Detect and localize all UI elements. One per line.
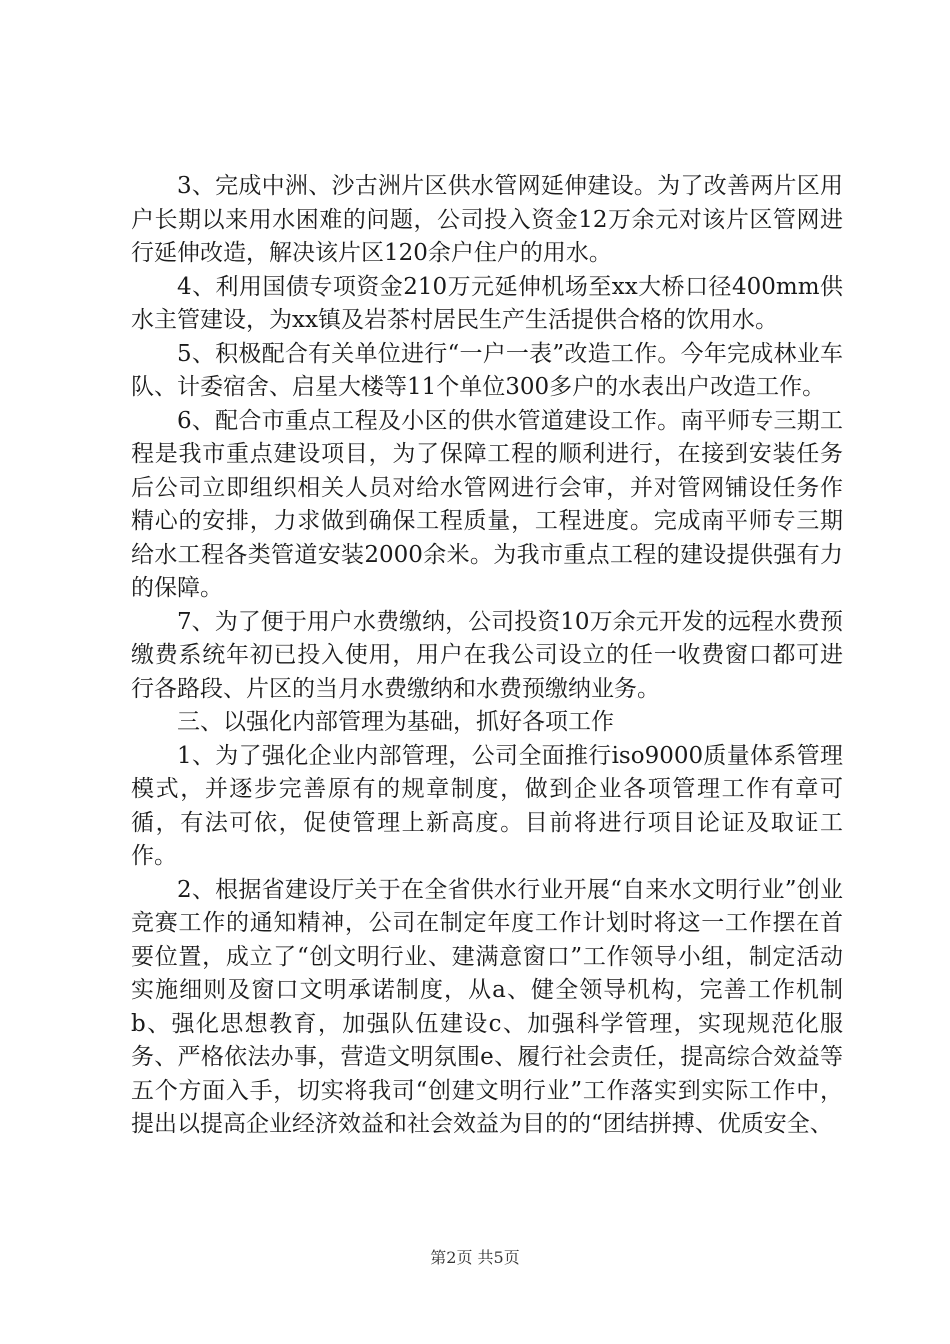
paragraph-item-section3-2: 2、根据省建设厅关于在全省供水行业开展“自来水文明行业”创业竞赛工作的通知精神，公司在制定年度工作计划时将这一工作摆在首要位置，成立了“创文明行业、建满意窗口”工作领导小组，制定活动实施细则及窗口文明承诺制度，从a、健全领导机构，完善工作机制b、强化思想教育，加强队伍建设c、加强科学管理，实现规范化服务、严格依法办事，营造文明氛围e、履行社会责任，提高综合效益等五个方面入手，切实将我司“创建文明行业”工作落实到实际工作中，提出以提高企业经济效益和社会效益为目的的“团结拼搏、优质安全、: [131, 876, 843, 1137]
page-number-footer: 第2页 共5页: [430, 1248, 520, 1267]
section-heading-3: 三、以强化内部管理为基础，抓好各项工作: [177, 709, 614, 735]
paragraph-item-5: 5、积极配合有关单位进行“一户一表”改造工作。今年完成林业车队、计委宿舍、启星大楼等11个单位300多户的水表出户改造工作。: [131, 340, 843, 400]
paragraph-item-6: 6、配合市重点工程及小区的供水管道建设工作。南平师专三期工程是我市重点建设项目，为了保障工程的顺利进行，在接到安装任务后公司立即组织相关人员对给水管网进行会审，并对管网铺设任务作精心的安排，力求做到确保工程质量，工程进度。完成南平师专三期给水工程各类管道安装2000余米。为我市重点工程的建设提供强有力的保障。: [131, 407, 843, 601]
paragraph-item-3: 3、完成中洲、沙古洲片区供水管网延伸建设。为了改善两片区用户长期以来用水困难的问题，公司投入资金12万余元对该片区管网进行延伸改造，解决该片区120余户住户的用水。: [131, 173, 843, 266]
paragraph-item-4: 4、利用国债专项资金210万元延伸机场至xx大桥口径400mm供水主管建设，为xx镇及岩茶村居民生产生活提供合格的饮用水。: [131, 273, 843, 333]
document-body: [131, 170, 843, 1142]
paragraph-item-section3-1: 1、为了强化企业内部管理，公司全面推行iso9000质量体系管理模式，并逐步完善原有的规章制度，做到企业各项管理工作有章可循，有法可依，促使管理上新高度。目前将进行项目论证及取证工作。: [131, 742, 843, 869]
paragraph-item-7: 7、为了便于用户水费缴纳，公司投资10万余元开发的远程水费预缴费系统年初已投入使用，用户在我公司设立的任一收费窗口都可进行各路段、片区的当月水费缴纳和水费预缴纳业务。: [131, 608, 843, 702]
